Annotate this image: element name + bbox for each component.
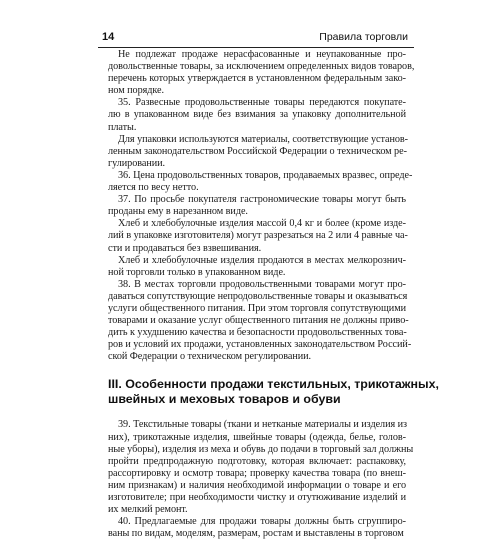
text-line: 35. Развесные продовольственные товары передаются покупате- <box>118 97 406 109</box>
text-line: ваны по видам, моделям, размерам, ростам и выставлены в торговом <box>108 528 404 540</box>
text-line: даваться сопутствующие непродовольственные товары и оказываться <box>108 290 408 302</box>
section-heading-line: швейных и меховых товаров и обуви <box>108 392 341 407</box>
text-line: ляется по весу нетто. <box>108 182 199 194</box>
header-rule <box>98 47 414 48</box>
text-line: лю в упакованном виде без взимания за упаковку дополнительной <box>108 109 406 121</box>
paragraph <box>108 255 406 279</box>
body-text <box>108 49 439 540</box>
text-line: 40. Предлагаемые для продажи товары должны быть сгруппиро- <box>118 516 406 528</box>
text-line: их мелкий ремонт. <box>108 504 188 516</box>
text-line: Не подлежат продаже нерасфасованные и неупакованные про- <box>118 49 406 60</box>
paragraph <box>108 218 406 254</box>
text-line: услуги общественного питания. При этом торговля сопутствующими <box>108 302 406 314</box>
text-line: перечень которых утверждается в установленном федеральным зако- <box>108 73 406 85</box>
text-line: ним признакам) и наличия необходимой информации о товаре и его <box>108 479 406 491</box>
text-line: Хлеб и хлебобулочные изделия массой 0,4 кг и более (кроме изде- <box>118 218 406 230</box>
text-line: довольственные товары, за исключением определенных видов товаров, <box>108 61 415 73</box>
text-line: пройти предпродажную подготовку, которая включает: распаковку, <box>108 455 406 467</box>
section-heading-line: III. Особенности продажи текстильных, трикотажных, <box>108 377 439 392</box>
text-line: 39. Текстильные товары (ткани и нетканые материалы и изделия из <box>118 419 407 431</box>
text-line: Для упаковки используются материалы, соответствующие установ- <box>118 133 409 145</box>
text-line: 37. По просьбе покупателя гастрономические товары могут быть <box>118 194 406 206</box>
text-line: платы. <box>108 121 137 133</box>
text-line: 38. В местах торговли продовольственными товарами могут про- <box>118 278 406 290</box>
text-line: лий в упаковке изготовителя) могут разрезаться на 2 или 4 равные ча- <box>108 230 408 242</box>
text-line: рассортировку и осмотр товара; проверку качества товара (по внеш- <box>108 467 406 479</box>
section-heading <box>108 377 439 407</box>
paragraph-group-a <box>108 49 415 363</box>
text-line: товарами и оказание услуг общественного питания не должны приво- <box>108 315 409 327</box>
text-line: гулировании. <box>108 157 166 169</box>
paragraph <box>108 516 406 540</box>
text-line: ленным законодательством Российской Федерации о техническом ре- <box>108 145 407 157</box>
text-line: дить к ухудшению качества и безопасности продовольственных това- <box>108 327 407 339</box>
page-header <box>98 28 414 48</box>
text-line: ной торговли только в упакованном виде. <box>108 266 286 278</box>
text-line: Хлеб и хлебобулочные изделия продаются в местах мелкорознич- <box>118 254 406 266</box>
text-line: изготовителе; при необходимости чистку и отутюживание изделий и <box>108 492 406 503</box>
text-line: ные уборы), изделия из меха и обувь до подачи в торговый зал должны <box>108 443 414 455</box>
text-line: 36. Цена продовольственных товаров, продаваемых вразвес, опреде- <box>118 169 413 181</box>
paragraph-group-b <box>108 419 414 540</box>
text-line: проданы ему в нарезанном виде. <box>108 206 248 218</box>
text-line: сти и продаваться без взвешивания. <box>108 242 262 254</box>
text-line: ном порядке. <box>108 85 165 97</box>
paragraph <box>108 419 414 516</box>
paragraph <box>108 49 415 97</box>
text-line: ров и условий их продажи, установленных законодательством Россий- <box>108 339 412 351</box>
paragraph <box>108 169 413 194</box>
paragraph <box>108 278 412 364</box>
paragraph <box>108 97 406 133</box>
page-number: 14 <box>102 31 115 43</box>
paragraph <box>108 194 406 218</box>
text-line: ской Федерации о техническом регулировании. <box>108 351 312 363</box>
running-title: Правила торговли <box>319 31 408 43</box>
paragraph <box>108 133 409 170</box>
text-line: них), трикотажные изделия, швейные товары (одежда, белье, голов- <box>108 431 406 443</box>
